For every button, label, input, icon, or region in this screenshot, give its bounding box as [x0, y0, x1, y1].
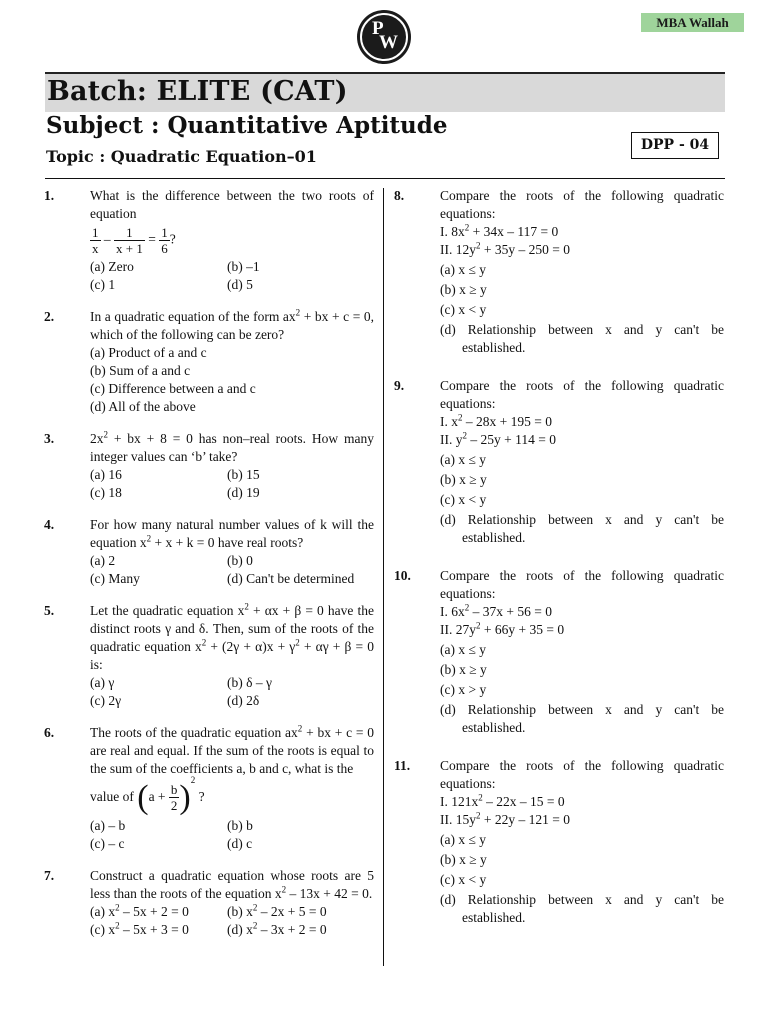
option[interactable]: (a) 16 [90, 467, 122, 482]
superscript: 2 [281, 884, 287, 895]
superscript: 2 [244, 601, 249, 612]
question-number: 8. [394, 188, 405, 203]
text: + 35y – 250 = 0 [480, 242, 570, 257]
question-4 [44, 516, 374, 588]
text: + bx + 8 = 0 has non–real roots. How many integer values can ‘b’ take? [90, 431, 374, 464]
subject-title: Subject : Quantitative Aptitude [46, 112, 448, 139]
text: Let the quadratic equation x [90, 603, 245, 618]
option[interactable]: (a) x ≤ y [440, 832, 487, 847]
question-text [90, 724, 374, 778]
superscript: 2 [190, 775, 196, 785]
equation-ii [440, 431, 724, 449]
option[interactable]: (a) Zero [90, 259, 134, 274]
text: – 13x + 42 = 0. [286, 885, 373, 901]
superscript: 2 [295, 637, 300, 648]
text: (a) x [90, 903, 116, 919]
numerator: 1 [114, 225, 145, 241]
batch-banner [45, 72, 725, 112]
text: – 5x + 2 = 0 [119, 903, 189, 919]
denominator: 6 [161, 241, 168, 256]
question-text: Compare the roots of the following quadratic equations: [440, 378, 724, 411]
superscript: 2 [115, 902, 120, 913]
superscript: 2 [115, 920, 120, 931]
options [90, 344, 374, 416]
numerator: b [170, 782, 178, 798]
option[interactable]: (d) Relationship between x and y can't be established. [440, 702, 724, 735]
question-text [90, 867, 374, 903]
text: – 37x + 56 = 0 [469, 604, 552, 619]
numerator: 1 [161, 225, 168, 240]
header-rule [45, 178, 725, 179]
option[interactable]: (c) x < y [440, 872, 487, 887]
option[interactable]: (c) Many [90, 571, 140, 586]
text: I. 6x [440, 604, 465, 619]
option[interactable]: (a) – b [90, 817, 126, 833]
option[interactable]: (b) x ≥ y [440, 472, 487, 487]
text: II. 15y [440, 812, 476, 827]
option[interactable] [227, 903, 374, 921]
text: + bx + c = 0, which of the following can be zero? [90, 309, 374, 342]
denominator: x [92, 241, 99, 256]
superscript: 2 [476, 620, 481, 631]
question-2 [44, 308, 374, 416]
question-6 [44, 724, 374, 853]
options [440, 831, 724, 927]
options [440, 451, 724, 547]
equation-i [440, 793, 724, 811]
text: 2x [90, 431, 104, 446]
text: – 25y + 114 = 0 [467, 432, 556, 447]
column-divider [383, 188, 384, 966]
text: – 5x + 3 = 0 [119, 921, 189, 937]
topic-title: Topic : Quadratic Equation–01 [46, 147, 317, 166]
text: II. y [440, 432, 463, 447]
text: – 28x + 195 = 0 [462, 414, 552, 429]
text: The roots of the quadratic equation ax [90, 725, 298, 740]
text: value of [90, 789, 134, 804]
question-10 [394, 567, 724, 737]
superscript: 2 [464, 222, 470, 233]
question-11 [394, 757, 724, 927]
text: + (2γ + α)x + γ [206, 639, 296, 654]
superscript: 2 [458, 412, 463, 423]
text: In a quadratic equation of the form ax [90, 309, 296, 324]
option[interactable]: (a) x ≤ y [440, 262, 487, 277]
superscript: 2 [478, 792, 483, 803]
paren: ) [179, 778, 191, 816]
text: II. 12y [440, 242, 476, 257]
question-5 [44, 602, 374, 710]
denominator: x + 1 [116, 241, 143, 256]
superscript: 2 [201, 637, 207, 648]
text: – 2x + 5 = 0 [257, 903, 327, 919]
superscript: 2 [464, 602, 470, 613]
superscript: 2 [146, 533, 152, 544]
text: Construct a quadratic equation whose roots are 5 less than the roots of the equation x [90, 867, 374, 901]
question-text [90, 308, 374, 344]
text: (c) x [90, 921, 116, 937]
superscript: 2 [252, 920, 258, 931]
superscript: 2 [295, 307, 301, 318]
option[interactable] [90, 903, 227, 921]
text: – 22x – 15 = 0 [482, 794, 565, 809]
question-number: 1. [44, 188, 55, 203]
question-text: Compare the roots of the following quadratic equations: [440, 568, 724, 601]
superscript: 2 [297, 723, 303, 734]
option[interactable]: (d) Relationship between x and y can't be established. [440, 512, 724, 545]
option[interactable]: (c) Difference between a and c [90, 381, 256, 396]
pw-logo [357, 10, 411, 64]
equation-i [440, 223, 724, 241]
text: + 22y – 121 = 0 [480, 812, 570, 827]
option[interactable]: (c) – c [90, 835, 125, 851]
question-number: 5. [44, 603, 55, 618]
text: I. 8x [440, 224, 465, 239]
option[interactable]: (a) Product of a and c [90, 345, 207, 360]
right-column [394, 187, 724, 941]
text: I. x [440, 414, 458, 429]
question-equation [90, 225, 374, 256]
option[interactable] [90, 921, 227, 939]
option[interactable]: (c) 2γ [90, 693, 122, 708]
option[interactable]: (d) 2δ [227, 693, 260, 708]
question-text [90, 430, 374, 466]
question-8 [394, 187, 724, 357]
option[interactable] [227, 921, 374, 939]
option[interactable]: (d) Relationship between x and y can't be established. [440, 892, 724, 925]
text: + αγ + β = 0 is: [90, 639, 374, 672]
operator: – [103, 231, 111, 247]
option[interactable]: (c) x < y [440, 492, 487, 507]
superscript: 2 [476, 240, 481, 251]
option[interactable]: (b) b [227, 817, 253, 833]
question-number: 10. [394, 568, 411, 583]
option[interactable]: (b) Sum of a and c [90, 363, 191, 378]
equation-ii [440, 811, 724, 829]
option[interactable]: (c) 1 [90, 277, 116, 292]
text: – 3x + 2 = 0 [257, 921, 327, 937]
equation-ii [440, 621, 724, 639]
option[interactable]: (d) 5 [227, 277, 253, 292]
text: For how many natural number values of k will the equation x [90, 517, 374, 550]
options [90, 552, 374, 588]
question-number: 11. [394, 758, 411, 773]
text: I. 121x [440, 794, 479, 809]
options [90, 466, 374, 502]
paren: ( [137, 778, 149, 816]
text: + bx + c = 0 are real and equal. If the sum of the roots is equal to the sum of the coefficients a, b and c, what is the [90, 725, 374, 776]
question-number: 7. [44, 867, 55, 883]
option[interactable]: (b) x ≥ y [440, 852, 487, 867]
question-9 [394, 377, 724, 547]
options [440, 641, 724, 737]
equation-i [440, 413, 724, 431]
question-number: 4. [44, 517, 55, 532]
logo-letter-p: P [372, 18, 384, 39]
option[interactable]: (a) x ≤ y [440, 452, 487, 467]
dpp-box: DPP - 04 [631, 132, 719, 159]
question-mark: ? [198, 789, 205, 804]
question-1 [44, 187, 374, 294]
superscript: 2 [252, 902, 258, 913]
text: + 34x – 117 = 0 [469, 224, 559, 239]
options [90, 903, 374, 939]
question-text [90, 516, 374, 552]
question-mark: ? [169, 231, 176, 247]
fraction [169, 782, 180, 813]
superscript: 2 [476, 810, 481, 821]
option[interactable]: (b) 0 [227, 553, 253, 568]
option[interactable]: (d) c [227, 835, 253, 851]
equation-ii [440, 241, 724, 259]
numerator: 1 [92, 225, 99, 240]
text: + x + k = 0 have real roots? [151, 535, 304, 550]
option[interactable]: (c) x < y [440, 302, 487, 317]
option[interactable]: (a) γ [90, 675, 115, 690]
question-3 [44, 430, 374, 502]
option[interactable]: (a) x ≤ y [440, 642, 487, 657]
batch-title: Batch: ELITE (CAT) [47, 76, 348, 107]
option[interactable]: (b) 15 [227, 467, 260, 482]
text: a + [148, 789, 166, 804]
option[interactable]: (b) δ – γ [227, 675, 272, 690]
question-number: 6. [44, 725, 55, 740]
option[interactable]: (d) Relationship between x and y can't be established. [440, 322, 724, 355]
option[interactable]: (d) 19 [227, 485, 260, 500]
option[interactable]: (d) All of the above [90, 399, 196, 414]
options [90, 258, 374, 294]
logo-letter-w: W [379, 32, 398, 53]
option[interactable]: (a) 2 [90, 553, 116, 568]
fraction [159, 225, 170, 256]
question-7 [44, 867, 374, 939]
text: + αx + β = 0 have the distinct roots γ and δ. Then, sum of the roots of the quadratic equation x [90, 603, 374, 654]
question-text: What is the difference between the two roots of equation [90, 188, 374, 221]
question-text [90, 602, 374, 674]
option[interactable]: (c) x > y [440, 682, 487, 697]
text: (b) x [227, 903, 253, 919]
option[interactable]: (b) –1 [227, 259, 260, 274]
option[interactable]: (b) x ≥ y [440, 282, 487, 297]
fraction [90, 225, 101, 256]
options [440, 261, 724, 357]
left-column [44, 187, 374, 953]
option[interactable]: (d) Can't be determined [227, 571, 355, 586]
denominator: 2 [170, 798, 178, 814]
options [90, 817, 374, 853]
superscript: 2 [462, 430, 467, 441]
option[interactable]: (b) x ≥ y [440, 662, 487, 677]
text: + 66y + 35 = 0 [480, 622, 565, 637]
question-number: 2. [44, 309, 55, 324]
operator: = [148, 231, 156, 247]
text: (d) x [227, 921, 253, 937]
options [90, 674, 374, 710]
option[interactable]: (c) 18 [90, 485, 122, 500]
fraction [114, 225, 145, 256]
question-equation [90, 775, 374, 816]
question-text: Compare the roots of the following quadratic equations: [440, 188, 724, 221]
superscript: 2 [103, 429, 108, 440]
question-text: Compare the roots of the following quadratic equations: [440, 758, 724, 791]
question-number: 9. [394, 378, 405, 393]
equation-i [440, 603, 724, 621]
brand-badge: MBA Wallah [641, 13, 744, 32]
question-number: 3. [44, 431, 55, 446]
text: II. 27y [440, 622, 476, 637]
